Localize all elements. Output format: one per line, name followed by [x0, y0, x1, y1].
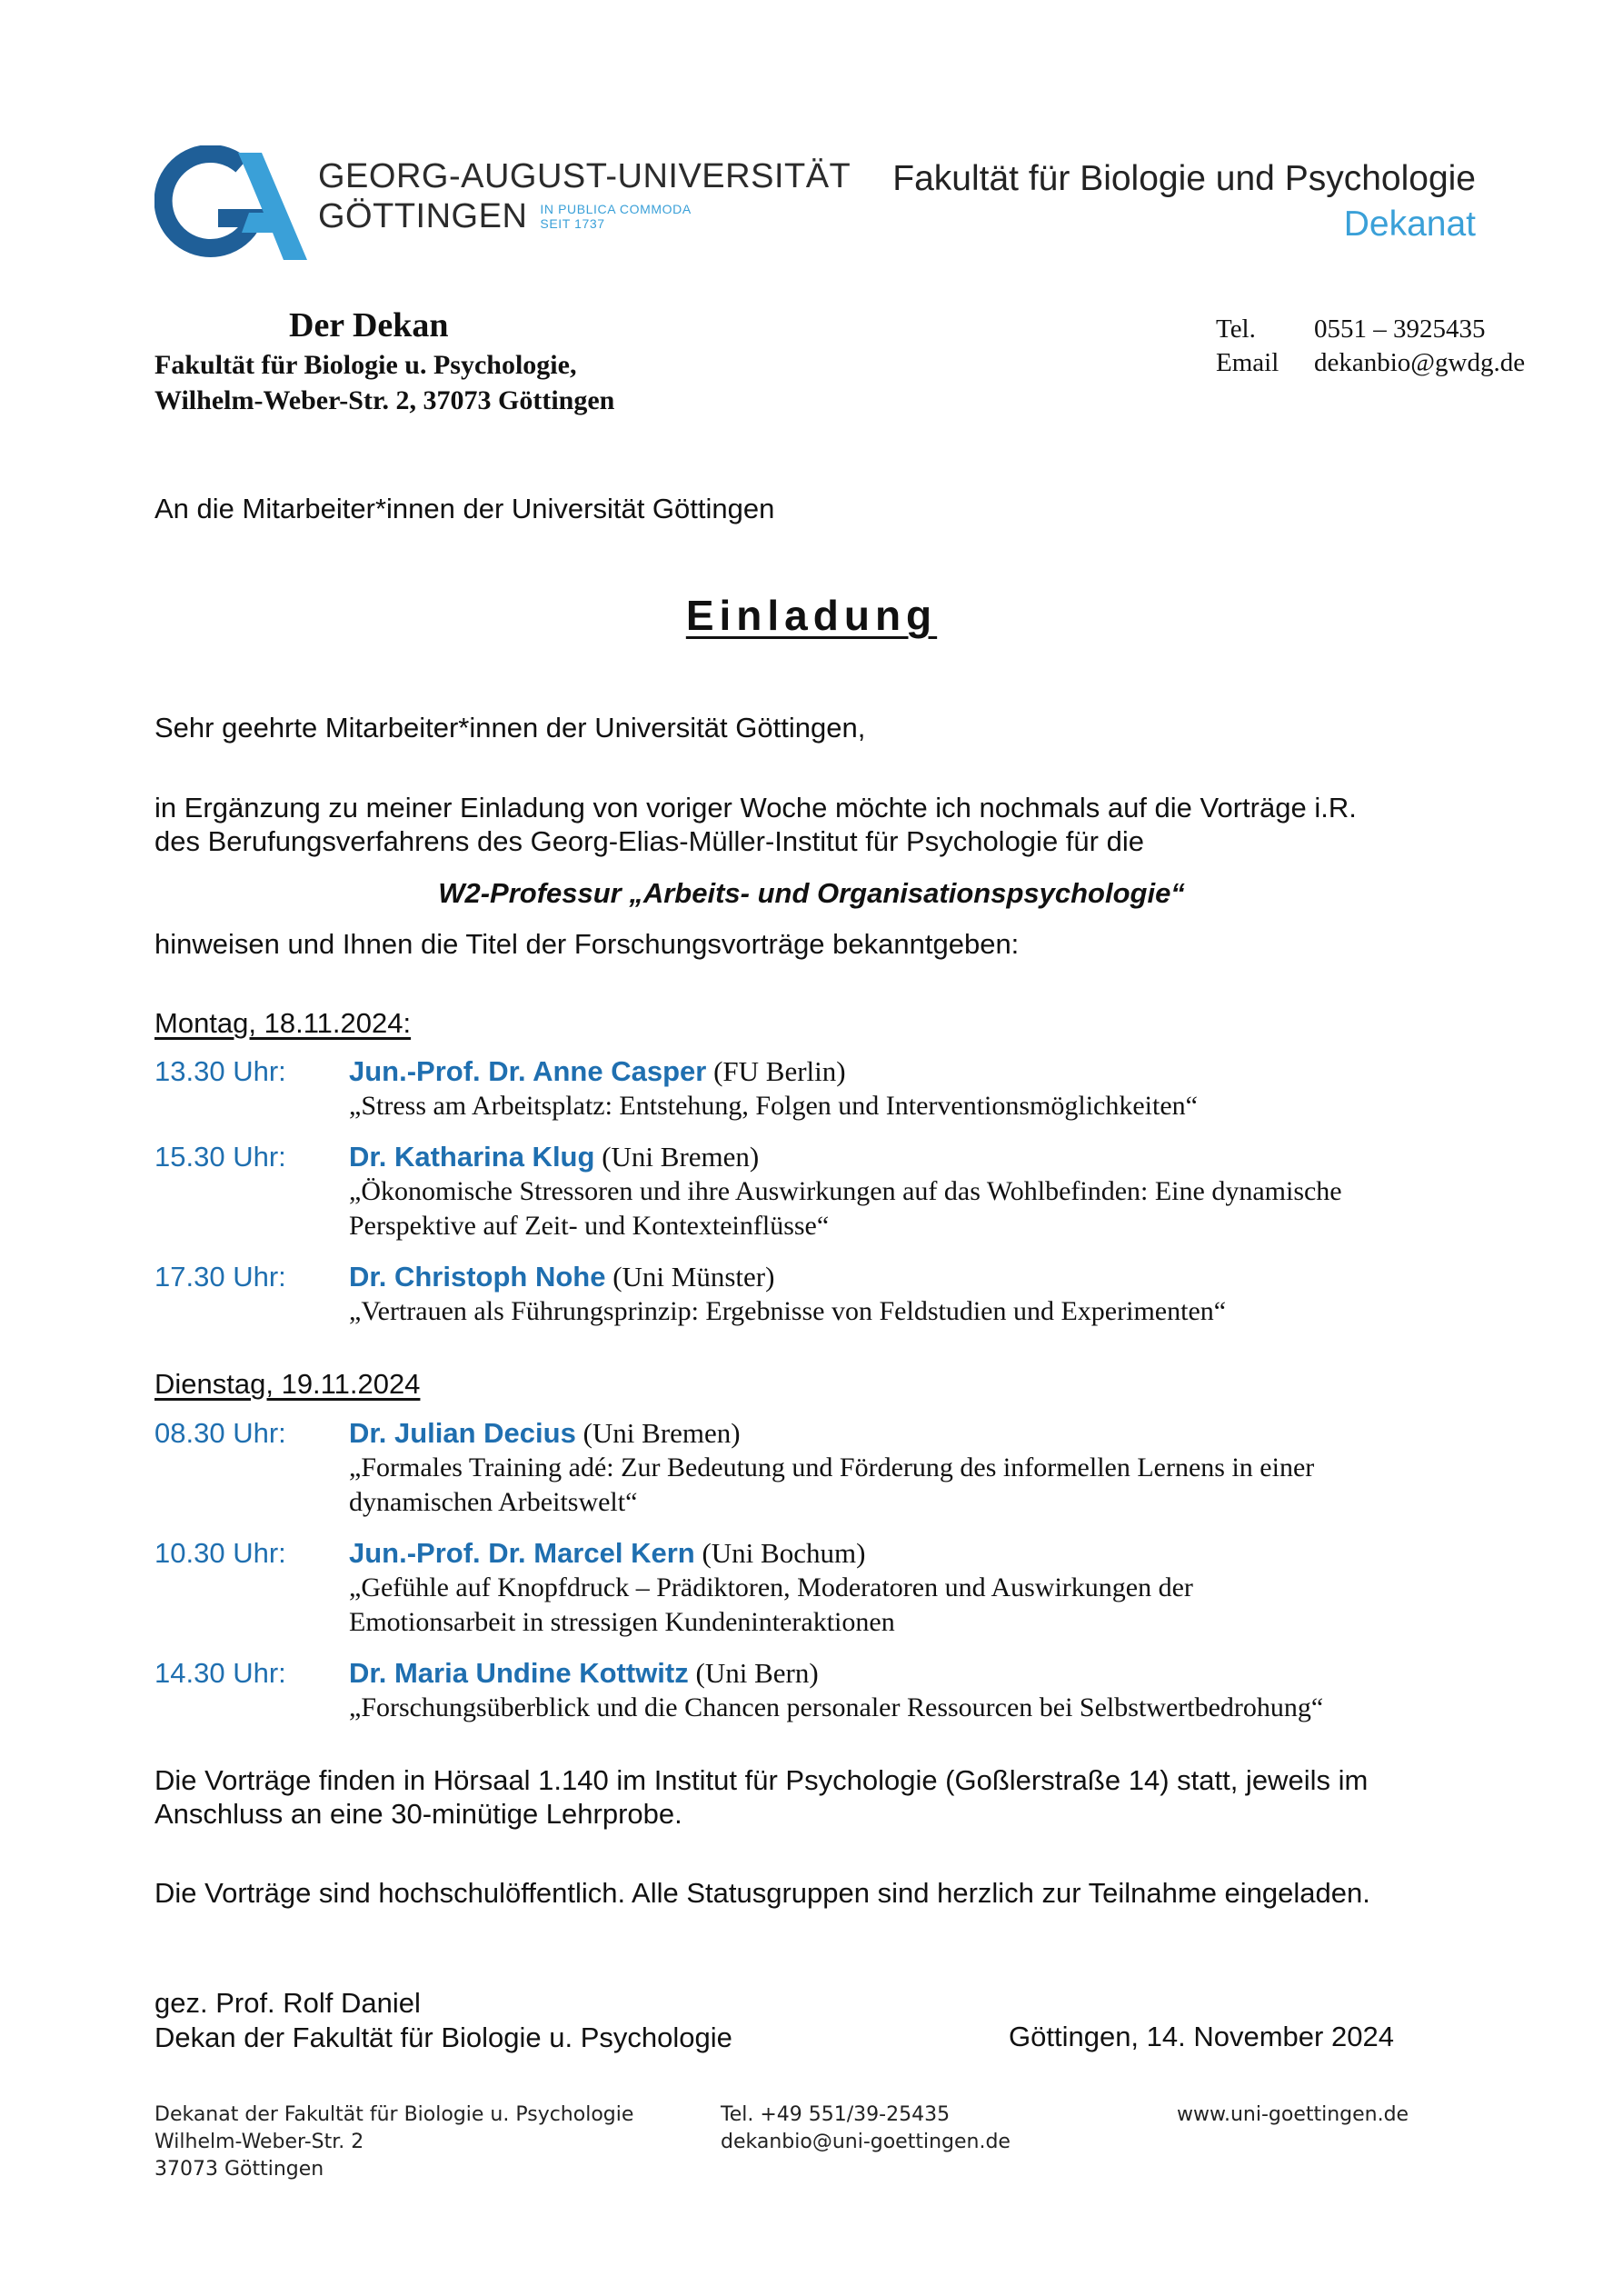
intro-line3: hinweisen und Ihnen die Titel der Forschungsvorträge bekanntgeben: — [154, 928, 1020, 960]
addressee: An die Mitarbeiter*innen der Universität Göttingen — [154, 493, 775, 524]
faculty-header — [892, 156, 1476, 247]
location-paragraph — [154, 1763, 1481, 1831]
talk-title-cont: Perspektive auf Zeit- und Kontexteinflüsse“ — [349, 1211, 830, 1241]
speaker-name: Jun.-Prof. Dr. Anne Casper — [349, 1055, 707, 1087]
schedule-slot — [154, 1656, 1490, 1725]
university-motto — [540, 202, 691, 231]
university-logo — [154, 145, 309, 264]
speaker-name: Dr. Julian Decius — [349, 1417, 576, 1449]
location-line1: Die Vorträge finden in Hörsaal 1.140 im Institut für Psychologie (Goßlerstraße 14) statt, jeweils im — [154, 1764, 1369, 1796]
talk-title: „Gefühle auf Knopfdruck – Prädiktoren, Moderatoren und Auswirkungen der — [349, 1572, 1193, 1602]
speaker-affiliation: (Uni Bern) — [688, 1657, 819, 1689]
talk-title-cont: Emotionsarbeit in stressigen Kundeninteraktionen — [349, 1607, 895, 1637]
slot-time: 14.30 Uhr: — [154, 1657, 286, 1689]
slot-time: 15.30 Uhr: — [154, 1141, 286, 1173]
talk-title: „Vertrauen als Führungsprinzip: Ergebnisse von Feldstudien und Experimenten“ — [349, 1296, 1227, 1326]
footer-website-link[interactable]: www.uni-goettingen.de — [1177, 2103, 1409, 2126]
speaker-affiliation: (FU Berlin) — [706, 1055, 846, 1087]
talk-title: „Ökonomische Stressoren und ihre Auswirkungen auf das Wohlbefinden: Eine dynamische — [349, 1176, 1342, 1206]
sender-line2: Wilhelm-Weber-Str. 2, 37073 Göttingen — [154, 385, 615, 415]
slot-time: 13.30 Uhr: — [154, 1055, 286, 1087]
salutation: Sehr geehrte Mitarbeiter*innen der Universität Göttingen, — [154, 712, 866, 744]
contact-block — [1216, 313, 1525, 380]
tel-label: Tel. — [1216, 314, 1256, 344]
faculty-name: Fakultät für Biologie und Psychologie — [892, 159, 1476, 198]
public-note: Die Vorträge sind hochschulöffentlich. Alle Statusgruppen sind herzlich zur Teilnahme eingeladen. — [154, 1877, 1370, 1909]
schedule-slot — [154, 1416, 1490, 1520]
university-name — [318, 156, 851, 236]
footer-address — [154, 2101, 633, 2183]
footer-email[interactable]: dekanbio@uni-goettingen.de — [721, 2131, 1011, 2153]
sender-line1: Fakultät für Biologie u. Psychologie, — [154, 350, 577, 380]
university-name-line2: GÖTTINGEN — [318, 197, 528, 235]
signature-line1: gez. Prof. Rolf Daniel — [154, 1987, 421, 2019]
heading-text: Einladung — [685, 592, 938, 639]
footer-addr3: 37073 Göttingen — [154, 2158, 324, 2181]
tel-value: 0551 – 3925435 — [1314, 314, 1486, 344]
motto-line2: SEIT 1737 — [540, 216, 605, 231]
talk-title: „Formales Training adé: Zur Bedeutung und Förderung des informellen Lernens in einer — [349, 1452, 1315, 1482]
sender-address — [154, 347, 614, 418]
talk-title-cont: dynamischen Arbeitswelt“ — [349, 1487, 638, 1517]
university-name-line1: GEORG-AUGUST-UNIVERSITÄT — [318, 157, 851, 195]
footer-web — [1177, 2101, 1409, 2129]
signature-block — [154, 1986, 732, 2055]
signature-line2: Dekan der Fakultät für Biologie u. Psychologie — [154, 2021, 732, 2053]
talk-title: „Forschungsüberblick und die Chancen personaler Ressourcen bei Selbstwertbedrohung“ — [349, 1692, 1324, 1722]
intro-line1: in Ergänzung zu meiner Einladung von voriger Woche möchte ich nochmals auf die Vorträge i.R. — [154, 792, 1357, 824]
intro-line2: des Berufungsverfahrens des Georg-Elias-Müller-Institut für Psychologie für die — [154, 825, 1144, 857]
speaker-name: Dr. Katharina Klug — [349, 1141, 595, 1173]
schedule-slot — [154, 1536, 1490, 1640]
slot-time: 08.30 Uhr: — [154, 1417, 286, 1449]
schedule-slot — [154, 1260, 1490, 1329]
talk-title: „Stress am Arbeitsplatz: Entstehung, Folgen und Interventionsmöglichkeiten“ — [349, 1091, 1198, 1121]
footer-tel: Tel. +49 551/39-25435 — [721, 2103, 951, 2126]
schedule-slot — [154, 1054, 1490, 1123]
speaker-affiliation: (Uni Bremen) — [575, 1417, 741, 1449]
speaker-name: Dr. Maria Undine Kottwitz — [349, 1657, 689, 1689]
document-heading — [0, 591, 1623, 640]
motto-line1: IN PUBLICA COMMODA — [540, 202, 692, 216]
letter-date: Göttingen, 14. November 2024 — [1009, 2021, 1394, 2052]
footer-addr2: Wilhelm-Weber-Str. 2 — [154, 2131, 364, 2153]
intro-paragraph — [154, 791, 1481, 858]
office-name: Dekanat — [1343, 205, 1476, 244]
sender-title: Der Dekan — [289, 306, 449, 344]
footer-addr1: Dekanat der Fakultät für Biologie u. Psychologie — [154, 2103, 634, 2126]
speaker-affiliation: (Uni Bremen) — [594, 1141, 760, 1173]
speaker-affiliation: (Uni Münster) — [605, 1261, 775, 1293]
speaker-affiliation: (Uni Bochum) — [694, 1537, 866, 1569]
day-heading-tuesday: Dienstag, 19.11.2024 — [154, 1368, 421, 1400]
email-label: Email — [1216, 348, 1279, 377]
schedule-slot — [154, 1140, 1490, 1243]
slot-time: 10.30 Uhr: — [154, 1537, 286, 1569]
day-heading-monday: Montag, 18.11.2024: — [154, 1007, 412, 1039]
speaker-name: Dr. Christoph Nohe — [349, 1261, 606, 1293]
position-title: W2-Professur „Arbeits- und Organisationspsychologie“ — [438, 877, 1185, 909]
footer-contact — [721, 2101, 1011, 2156]
location-line2: Anschluss an eine 30-minütige Lehrprobe. — [154, 1798, 682, 1830]
slot-time: 17.30 Uhr: — [154, 1261, 286, 1293]
email-value[interactable]: dekanbio@gwdg.de — [1314, 348, 1526, 377]
speaker-name: Jun.-Prof. Dr. Marcel Kern — [349, 1537, 695, 1569]
